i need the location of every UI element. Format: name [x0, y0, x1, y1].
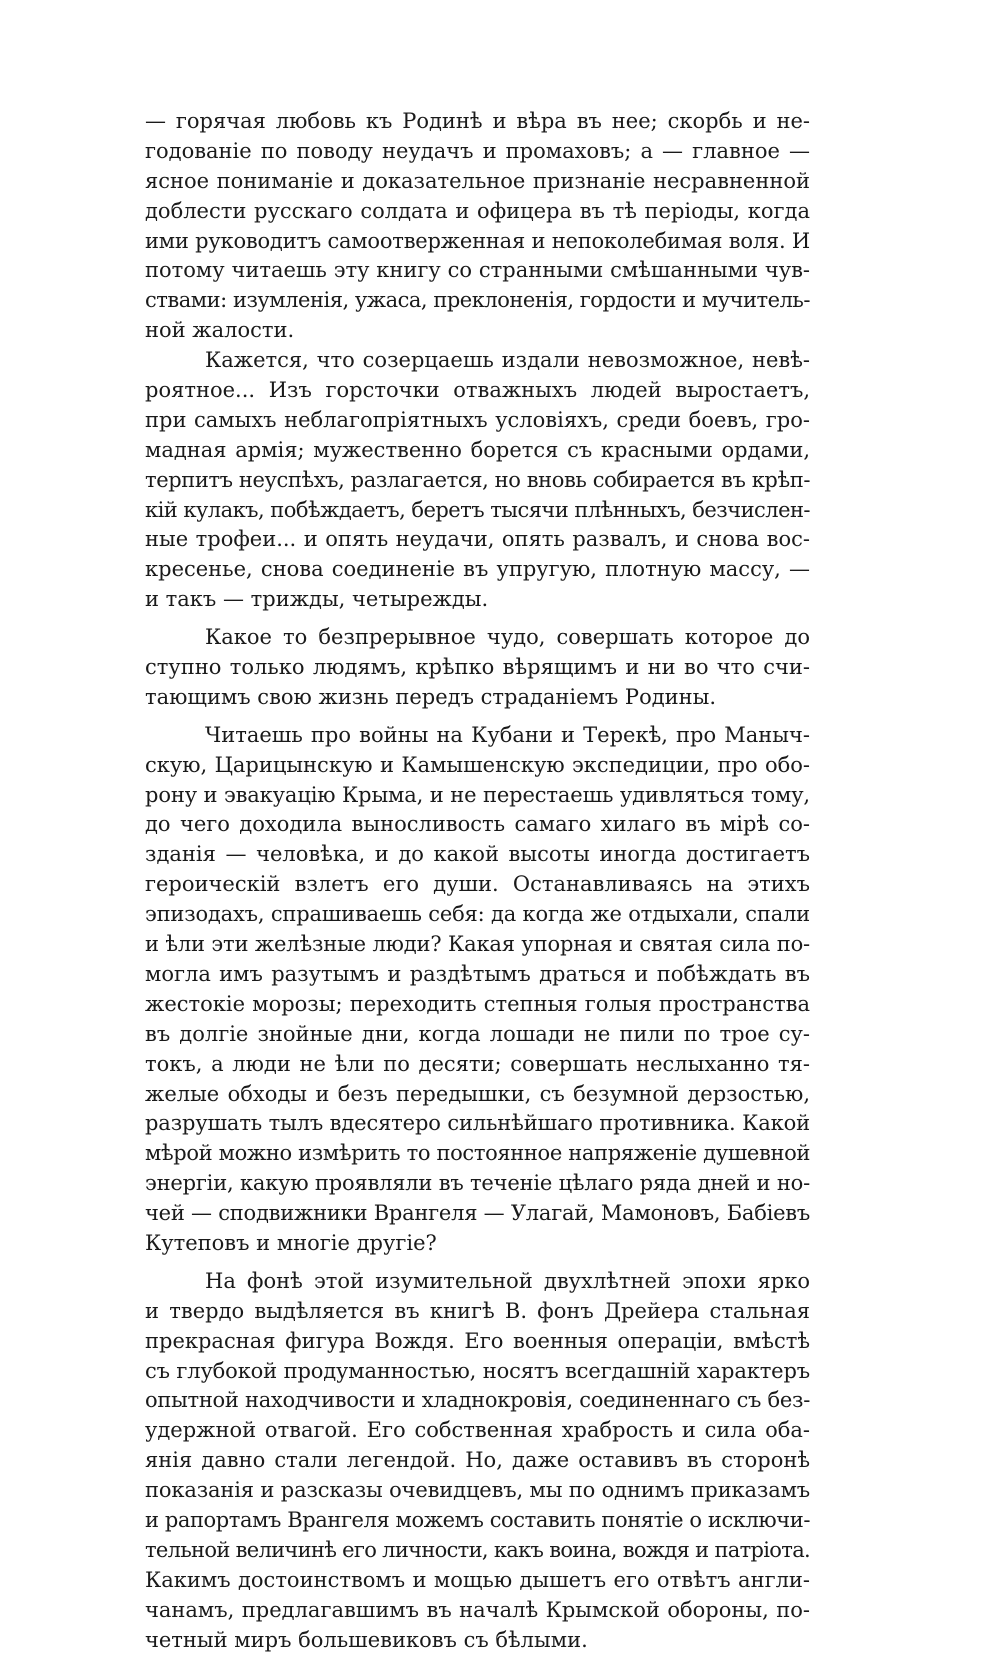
text-line: годованіе по поводу неудачъ и промаховъ; а — главное —	[145, 138, 810, 163]
text-line: рону и эвакуацiю Крыма, и не перестаешь удивляться тому,	[145, 782, 810, 807]
text-line: ими руководитъ самоотверженная и непоколебимая воля. И	[145, 228, 810, 253]
text-line: Читаешь про войны на Кубани и Терекѣ, про Маныч-	[205, 722, 810, 747]
text-line: удержной отвагой. Его собственная храбрость и сила оба-	[145, 1418, 810, 1443]
text-line: мадная армiя; мужественно борется съ красными ордами,	[145, 437, 810, 462]
text-line: и ѣли эти желѣзные люди? Какая упорная и святая сила по-	[145, 932, 810, 957]
paragraph	[145, 721, 810, 1259]
text-line: кiй кулакъ, побѣждаетъ, беретъ тысячи плѣнныхъ, безчислен-	[145, 497, 810, 522]
text-line: кресенье, снова соединенiе въ упругую, плотную массу, —	[145, 557, 810, 582]
text-line: ясное пониманіе и доказательное признаніе несравненной	[145, 168, 810, 193]
text-line: и рапортамъ Врангеля можемъ составить понятiе о исключи-	[145, 1507, 810, 1532]
text-line: при самыхъ неблагопрiятныхъ условiяхъ, среди боевъ, гро-	[145, 407, 810, 432]
text-line: энергiи, какую проявляли въ теченiе цѣлаго ряда дней и но-	[145, 1171, 810, 1196]
text-line: Какое то безпрерывное чудо, совершать которое до	[205, 625, 810, 650]
text-line: зданiя — человѣка, и до какой высоты иногда достигаетъ	[145, 842, 810, 867]
text-line: и твердо выдѣляется въ книгѣ В. фонъ Дрейера стальная	[145, 1298, 810, 1323]
text-line: могла имъ разутымъ и раздѣтымъ драться и побѣждать въ	[145, 961, 810, 986]
text-line: эпизодахъ, спрашиваешь себя: да когда же отдыхали, спали	[145, 902, 810, 927]
paragraph	[145, 623, 810, 713]
text-line: Кутеповъ и многiе другiе?	[145, 1230, 437, 1255]
text-line: Какимъ достоинствомъ и мощью дышетъ его отвѣтъ англи-	[145, 1567, 810, 1592]
text-line: жестокiе морозы; переходить степныя голыя пространства	[145, 991, 810, 1016]
text-line: до чего доходила выносливость самаго хилаго въ мiрѣ со-	[145, 812, 810, 837]
text-line: тельной величинѣ его личности, какъ воина, вождя и патрiота.	[145, 1537, 811, 1562]
text-line: токъ, а люди не ѣли по десяти; совершать неслыханно тя-	[145, 1051, 810, 1076]
text-line: чанамъ, предлагавшимъ въ началѣ Крымской обороны, по-	[145, 1597, 810, 1622]
text-line: Кажется, что созерцаешь издали невозможное, невѣ-	[205, 348, 810, 373]
text-line: четный миръ большевиковъ съ бѣлыми.	[145, 1627, 588, 1652]
text-line: и такъ — трижды, четырежды.	[145, 587, 489, 612]
text-line: разрушать тылъ вдесятеро сильнѣйшаго противника. Какой	[145, 1111, 810, 1136]
text-line: съ глубокой продуманностью, носятъ всегдашнiй характеръ	[145, 1358, 810, 1383]
text-line: показанiя и разсказы очевидцевъ, мы по однимъ приказамъ	[145, 1478, 810, 1503]
text-line: ные трофеи... и опять неудачи, опять развалъ, и снова вос-	[145, 527, 810, 552]
text-line: чей — сподвижники Врангеля — Улагай, Мамоновъ, Бабiевъ	[145, 1201, 810, 1226]
text-line: потому читаешь эту книгу со странными смѣшанными чув-	[145, 258, 810, 283]
text-line: — горячая любовь къ Родинѣ и вѣра въ нее; скорбь и не-	[145, 109, 810, 133]
text-line: въ долгiе знойные дни, когда лошади не пили по трое су-	[145, 1021, 810, 1046]
text-line: доблести русскаго солдата и офицера въ тѣ періоды, когда	[145, 198, 810, 223]
text-line: героическiй взлетъ его души. Останавливаясь на этихъ	[145, 872, 810, 897]
text-line: ступно только людямъ, крѣпко вѣрящимъ и ни во что счи-	[145, 655, 810, 680]
text-line: желые обходы и безъ передышки, съ безумной дерзостью,	[145, 1081, 810, 1106]
text-line: скую, Царицынскую и Камышенскую экспедиции, про обо-	[145, 752, 810, 777]
text-line: роятное... Изъ горсточки отважныхъ людей выростаетъ,	[145, 378, 810, 403]
text-line: ствами: изумленія, ужаса, преклоненія, гордости и мучитель-	[145, 288, 810, 313]
text-line: тающимъ свою жизнь передъ страданiемъ Родины.	[145, 684, 717, 709]
body-text	[145, 107, 810, 1663]
text-line: прекрасная фигура Вождя. Его военныя операцiи, вмѣстѣ	[145, 1328, 810, 1353]
text-line: мѣрой можно измѣрить то постоянное напряженiе душевной	[145, 1141, 811, 1166]
paragraph	[145, 346, 810, 615]
text-line: На фонѣ этой изумительной двухлѣтней эпохи ярко	[205, 1268, 810, 1293]
text-line: терпитъ неуспѣхъ, разлагается, но вновь собирается въ крѣп-	[145, 467, 811, 492]
paragraph	[145, 107, 810, 346]
paragraph	[145, 1267, 810, 1656]
text-line: янiя давно стали легендой. Но, даже оставивъ въ сторонѣ	[145, 1448, 810, 1473]
text-line: ной жалости.	[145, 318, 295, 343]
text-line: опытной находчивости и хладнокровiя, соединеннаго съ без-	[145, 1388, 810, 1413]
